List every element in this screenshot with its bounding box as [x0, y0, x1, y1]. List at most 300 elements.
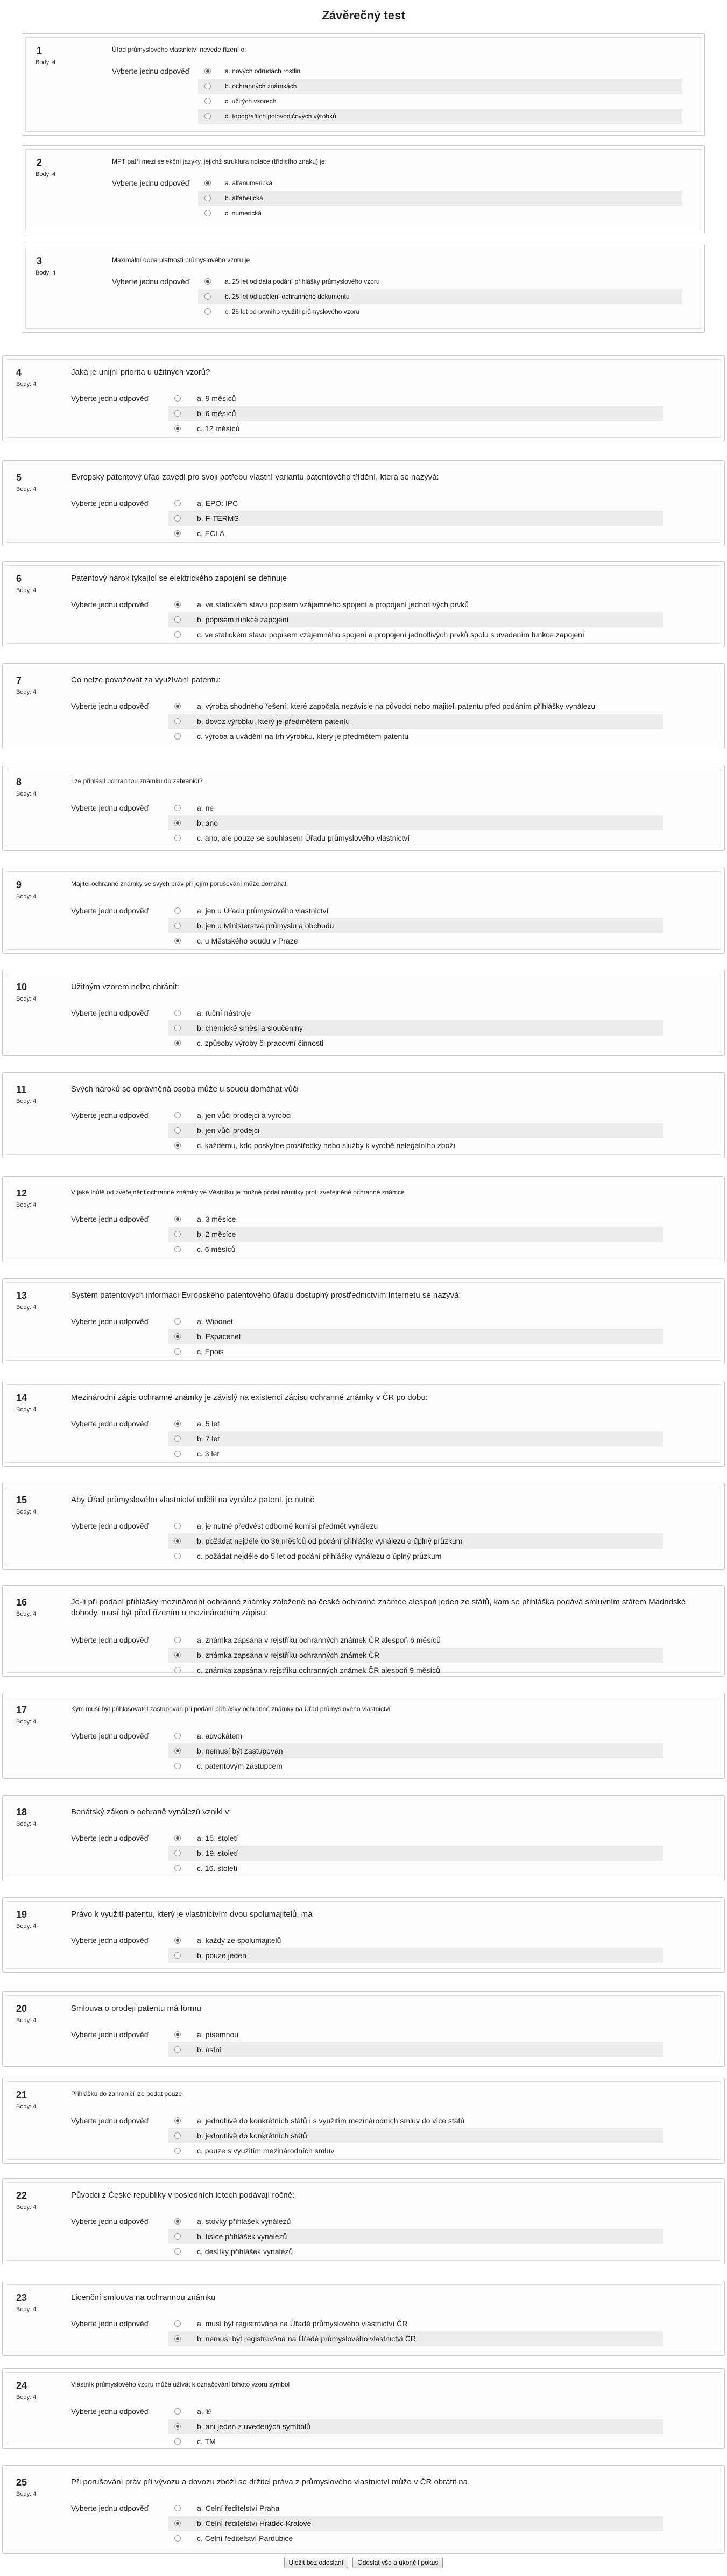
question-points: Body: 4 [16, 1406, 37, 1413]
question-card [2, 2078, 725, 2164]
answer-label: c. 3 let [197, 1449, 220, 1458]
answer-label: c. Epois [197, 1347, 224, 1356]
radio-button[interactable] [174, 2423, 181, 2430]
radio-button[interactable] [174, 1637, 181, 1643]
radio-button[interactable] [174, 1040, 181, 1046]
answer-option[interactable] [168, 1831, 663, 1846]
answer-label: b. ani jeden z uvedených symbolů [197, 2422, 310, 2431]
radio-button[interactable] [174, 616, 181, 623]
answer-label: a. Wiponet [197, 1317, 233, 1326]
answer-option[interactable] [168, 2404, 663, 2419]
radio-button[interactable] [174, 1835, 181, 1841]
radio-button[interactable] [174, 1333, 181, 1340]
radio-button[interactable] [174, 1850, 181, 1856]
radio-button[interactable] [174, 923, 181, 929]
radio-button[interactable] [204, 83, 211, 89]
answer-options [168, 2501, 663, 2546]
answer-option[interactable] [198, 274, 682, 289]
answer-option[interactable] [168, 2143, 663, 2158]
answer-option[interactable] [168, 1518, 663, 1533]
radio-button[interactable] [174, 410, 181, 417]
answer-label: b. nemusí být registrována na Úřadě průmyslového vlastnictví ČR [197, 2334, 416, 2343]
answer-label: b. popisem funkce zapojení [197, 615, 289, 624]
answer-options [168, 496, 663, 541]
radio-button[interactable] [174, 2117, 181, 2124]
question-card [2, 868, 725, 954]
answer-label: c. požádat nejdéle do 5 let od podání přihlášky vynálezu o úplný průzkum [197, 1552, 442, 1560]
radio-button[interactable] [204, 68, 211, 74]
answer-option[interactable] [168, 1314, 663, 1329]
question-number: 23 [16, 2292, 27, 2303]
answer-options [198, 64, 682, 124]
question-number: 10 [16, 982, 27, 993]
answer-label: b. Espacenet [197, 1332, 241, 1341]
answer-label: a. 25 let od data podání přihlášky průmyslového vzoru [225, 278, 380, 285]
radio-button[interactable] [174, 2505, 181, 2511]
answer-option[interactable] [168, 1431, 663, 1446]
answer-option[interactable] [168, 1108, 663, 1123]
question-points: Body: 4 [16, 587, 37, 594]
answer-options [168, 2404, 663, 2449]
radio-button[interactable] [174, 1127, 181, 1134]
answer-prompt: Vyberte jednu odpověď [71, 1419, 149, 1428]
answer-option[interactable] [168, 2229, 663, 2244]
question-number: 1 [37, 45, 43, 56]
question-card [2, 2281, 725, 2356]
answer-option[interactable] [168, 526, 663, 541]
question-points: Body: 4 [16, 381, 37, 388]
answer-prompt: Vyberte jednu odpověď [71, 2407, 149, 2416]
question-text: Majitel ochranné známky se svých práv při jejím porušování může domáhat [71, 880, 287, 888]
answer-option[interactable] [198, 206, 682, 221]
answer-prompt: Vyberte jednu odpověď [112, 179, 190, 187]
answer-options [168, 1728, 663, 1773]
radio-button[interactable] [174, 425, 181, 432]
question-card [2, 663, 725, 749]
question-content [6, 2372, 721, 2445]
answer-option[interactable] [198, 289, 682, 304]
radio-button[interactable] [174, 515, 181, 522]
question-number: 22 [16, 2190, 27, 2201]
question-content [6, 1180, 721, 1258]
question-points: Body: 4 [16, 2017, 37, 2024]
radio-button[interactable] [174, 703, 181, 709]
answer-option[interactable] [168, 800, 663, 815]
answer-label: c. každému, kdo poskytne prostředky nebo služby k výrobě nelegálního zboží [197, 1141, 456, 1150]
answer-option[interactable] [198, 109, 682, 124]
answer-option[interactable] [198, 79, 682, 94]
question-text: Přihlášku do zahraničí lze podat pouze [71, 2090, 182, 2098]
answer-options [168, 2027, 663, 2057]
radio-button[interactable] [174, 1553, 181, 1559]
radio-button[interactable] [174, 1523, 181, 1529]
question-card [22, 244, 705, 333]
answer-option[interactable] [198, 64, 682, 79]
answer-option[interactable] [168, 1020, 663, 1036]
answer-label: b. ochranných známkách [225, 82, 297, 90]
answer-options [168, 1831, 663, 1876]
answer-option[interactable] [168, 1728, 663, 1743]
question-points: Body: 4 [36, 270, 56, 276]
answer-options [168, 1314, 663, 1359]
answer-label: a. je nutné předvést odborné komisi předmět vynálezu [197, 1522, 378, 1530]
answer-label: b. jen u Ministerstva průmyslu a obchodu [197, 921, 334, 930]
answer-label: d. topografiích polovodičových výrobků [225, 112, 336, 120]
answer-option[interactable] [168, 1948, 663, 1963]
answer-option[interactable] [168, 1846, 663, 1861]
answer-option[interactable] [168, 1212, 663, 1227]
radio-button[interactable] [174, 2233, 181, 2240]
radio-button[interactable] [174, 1420, 181, 1427]
radio-button[interactable] [174, 733, 181, 740]
submit-all-button[interactable]: Odeslat vše a ukončit pokus [352, 2557, 443, 2568]
radio-button[interactable] [174, 1865, 181, 1871]
answer-option[interactable] [168, 406, 663, 421]
radio-button[interactable] [174, 1952, 181, 1959]
answer-option[interactable] [168, 729, 663, 744]
question-text: Jaká je unijní priorita u užitných vzorů? [71, 368, 210, 377]
radio-button[interactable] [174, 2248, 181, 2255]
answer-label: c. ECLA [197, 529, 225, 538]
radio-button[interactable] [174, 718, 181, 724]
answer-option[interactable] [168, 918, 663, 933]
answer-label: a. známka zapsána v rejstříku ochranných známek ČR alespoň 6 měsíců [197, 1636, 441, 1644]
radio-button[interactable] [204, 278, 211, 285]
radio-button[interactable] [204, 98, 211, 104]
answer-option[interactable] [168, 627, 663, 642]
answer-prompt: Vyberte jednu odpověď [71, 702, 149, 710]
radio-button[interactable] [174, 1763, 181, 1769]
question-card [2, 561, 725, 647]
radio-button[interactable] [174, 805, 181, 811]
question-text: Při porušování práv při vývozu a dovozu zboží se držitel práva z průmyslového vlastnictví může v ČR obrátit na [71, 2478, 468, 2487]
question-number: 7 [16, 675, 22, 686]
radio-button[interactable] [174, 1348, 181, 1355]
answer-option[interactable] [168, 1533, 663, 1549]
question-number: 5 [16, 472, 22, 483]
radio-button[interactable] [204, 210, 211, 216]
answer-prompt: Vyberte jednu odpověď [71, 1215, 149, 1223]
question-content [6, 1995, 721, 2063]
radio-button[interactable] [174, 500, 181, 506]
radio-button[interactable] [174, 820, 181, 826]
question-text: Patentový nárok týkající se elektrického zapojení se definuje [71, 574, 287, 583]
save-without-submit-button[interactable]: Uložit bez odeslání [284, 2557, 348, 2568]
answer-label: b. dovoz výrobku, který je předmětem patentu [197, 717, 350, 726]
answer-option[interactable] [168, 1416, 663, 1431]
radio-button[interactable] [174, 2408, 181, 2415]
question-content [6, 1799, 721, 1877]
answer-option[interactable] [168, 2434, 663, 2449]
radio-button[interactable] [174, 1246, 181, 1252]
radio-button[interactable] [204, 180, 211, 186]
radio-button[interactable] [174, 835, 181, 841]
answer-option[interactable] [168, 597, 663, 612]
question-text: Evropský patentový úřad zavedl pro svoji potřebu vlastní variantu patentového třídění, která se nazývá: [71, 473, 439, 482]
question-number: 24 [16, 2380, 27, 2391]
answer-option[interactable] [168, 830, 663, 846]
question-points: Body: 4 [16, 1611, 37, 1617]
answer-options [168, 699, 663, 744]
question-content [6, 464, 721, 543]
radio-button[interactable] [174, 2132, 181, 2139]
footer-buttons [0, 2557, 727, 2568]
answer-option[interactable] [198, 94, 682, 109]
radio-button[interactable] [174, 907, 181, 914]
question-number: 19 [16, 1909, 27, 1920]
answer-label: b. tisíce přihlášek vynálezů [197, 2232, 287, 2241]
radio-button[interactable] [174, 2046, 181, 2053]
answer-option[interactable] [168, 1663, 663, 1678]
radio-button[interactable] [174, 1010, 181, 1016]
question-text: Kým musí být přihlašovatel zastupován při podání přihlášky ochranné známky na Úřad průmyslového vlastnictví [71, 1705, 391, 1713]
answer-option[interactable] [168, 2516, 663, 2531]
question-card [2, 355, 725, 441]
answer-option[interactable] [168, 699, 663, 714]
question-text: V jaké lhůtě od zveřejnění ochranné známky ve Věstníku je možné podat námitky proti zveřejněné ochranné známce [71, 1188, 405, 1196]
answer-option[interactable] [168, 391, 663, 406]
answer-label: a. každý ze spolumajitelů [197, 1936, 281, 1945]
answer-option[interactable] [168, 1227, 663, 1242]
radio-button[interactable] [174, 2148, 181, 2154]
answer-label: a. EPO: IPC [197, 499, 238, 508]
question-number: 25 [16, 2477, 27, 2488]
answer-option[interactable] [168, 1758, 663, 1773]
answer-option[interactable] [168, 2027, 663, 2042]
answer-option[interactable] [168, 1123, 663, 1138]
answer-label: c. 12 měsíců [197, 424, 240, 433]
answer-label: c. užitých vzorech [225, 97, 277, 105]
answer-options [168, 800, 663, 846]
question-content [6, 2081, 721, 2160]
answer-option[interactable] [168, 2316, 663, 2331]
question-content [6, 2469, 721, 2550]
answer-option[interactable] [168, 496, 663, 511]
question-text: Právo k využití patentu, který je vlastnictvím dvou spolumajitelů, má [71, 1910, 313, 1919]
answer-label: a. výroba shodného řešení, které započala nezávisle na původci nebo majiteli patentu před podáním přihlášky vynálezu [197, 702, 596, 710]
question-text: Úřad průmyslového vlastnictví nevede řízení o: [112, 46, 246, 53]
radio-button[interactable] [174, 1937, 181, 1944]
radio-button[interactable] [174, 1142, 181, 1149]
question-card [22, 33, 705, 136]
answer-label: b. Celní ředitelství Hradec Králové [197, 2519, 312, 2528]
answer-option[interactable] [168, 2042, 663, 2057]
answer-option[interactable] [168, 2331, 663, 2346]
answer-option[interactable] [168, 612, 663, 627]
question-text: Je-li při podání přihlášky mezinárodní ochranné známky založené na české ochranné známce alespoň jeden ze států, kam se přihláška podává smluvním státem Madridské dohody, musí být před řízením o mezinárodním zápisu: [71, 1597, 686, 1618]
question-points: Body: 4 [16, 996, 37, 1002]
question-card [2, 1991, 725, 2067]
answer-label: c. známka zapsána v rejstříku ochranných známek ČR alespoň 9 měsíců [197, 1666, 441, 1674]
question-card [2, 1897, 725, 1973]
answer-option[interactable] [168, 1632, 663, 1648]
radio-button[interactable] [174, 1667, 181, 1673]
answer-label: b. požádat nejdéle do 36 měsíců od podání přihlášky vynálezu o úplný průzkum [197, 1537, 463, 1545]
answer-option[interactable] [168, 815, 663, 830]
radio-button[interactable] [174, 2335, 181, 2342]
radio-button[interactable] [174, 601, 181, 608]
radio-button[interactable] [174, 2218, 181, 2225]
answer-label: a. 9 měsíců [197, 394, 236, 403]
question-text: Vlastník průmyslového vzoru může užívat k označování tohoto vzoru symbol [71, 2381, 290, 2388]
answer-option[interactable] [168, 1344, 663, 1359]
answer-option[interactable] [168, 1138, 663, 1153]
answer-options [168, 1632, 663, 1678]
answer-prompt: Vyberte jednu odpověď [71, 1636, 149, 1644]
radio-button[interactable] [174, 1733, 181, 1739]
answer-label: a. 5 let [197, 1419, 220, 1428]
answer-option[interactable] [168, 1005, 663, 1020]
question-points: Body: 4 [16, 486, 37, 492]
radio-button[interactable] [174, 1318, 181, 1325]
answer-option[interactable] [168, 2531, 663, 2546]
question-card [2, 1585, 725, 1677]
answer-prompt: Vyberte jednu odpověď [71, 1009, 149, 1017]
answer-option[interactable] [168, 2419, 663, 2434]
answer-label: b. 7 let [197, 1434, 220, 1443]
radio-button[interactable] [204, 195, 211, 201]
question-text: Maximální doba platnosti průmyslového vzoru je [112, 256, 250, 264]
answer-label: a. jen vůči prodejci a výrobci [197, 1111, 292, 1120]
answer-option[interactable] [198, 175, 682, 191]
answer-prompt: Vyberte jednu odpověď [71, 2319, 149, 2328]
radio-button[interactable] [174, 631, 181, 638]
answer-label: b. nemusí být zastupován [197, 1747, 283, 1755]
question-content [6, 974, 721, 1052]
radio-button[interactable] [174, 1025, 181, 1031]
radio-button[interactable] [174, 2320, 181, 2327]
radio-button[interactable] [174, 395, 181, 402]
answer-option[interactable] [168, 903, 663, 918]
question-content [6, 667, 721, 745]
answer-option[interactable] [168, 1242, 663, 1257]
answer-options [168, 2113, 663, 2158]
answer-label: a. musí být registrována na Úřadě průmyslového vlastnictví ČR [197, 2319, 408, 2328]
answer-option[interactable] [168, 1329, 663, 1344]
question-content [6, 1901, 721, 1969]
question-number: 17 [16, 1705, 27, 1715]
answer-option[interactable] [168, 2244, 663, 2259]
answer-options [168, 597, 663, 642]
answer-prompt: Vyberte jednu odpověď [71, 2116, 149, 2125]
question-card [2, 1072, 725, 1158]
answer-prompt: Vyberte jednu odpověď [71, 1317, 149, 1326]
answer-option[interactable] [168, 1861, 663, 1876]
radio-button[interactable] [174, 1451, 181, 1457]
radio-button[interactable] [174, 2535, 181, 2542]
answer-option[interactable] [168, 1549, 663, 1564]
answer-option[interactable] [168, 933, 663, 948]
question-text: Smlouva o prodeji patentu má formu [71, 2004, 201, 2013]
radio-button[interactable] [174, 2520, 181, 2526]
question-points: Body: 4 [16, 1923, 37, 1930]
radio-button[interactable] [204, 113, 211, 119]
question-content [6, 359, 721, 438]
answer-prompt: Vyberte jednu odpověď [71, 1111, 149, 1120]
answer-prompt: Vyberte jednu odpověď [71, 2504, 149, 2512]
answer-option[interactable] [198, 304, 682, 319]
question-points: Body: 4 [16, 791, 37, 797]
question-content [6, 1487, 721, 1566]
question-content [6, 871, 721, 950]
radio-button[interactable] [204, 293, 211, 300]
radio-button[interactable] [174, 2031, 181, 2038]
answer-option[interactable] [198, 191, 682, 206]
question-content [6, 565, 721, 644]
question-text: Užitným vzorem nelze chránit: [71, 982, 179, 991]
answer-label: c. Celní ředitelství Pardubice [197, 2534, 293, 2543]
answer-option[interactable] [168, 1036, 663, 1051]
radio-button[interactable] [174, 1112, 181, 1118]
radio-button[interactable] [174, 530, 181, 537]
answer-options [168, 2316, 663, 2346]
answer-options [168, 1416, 663, 1461]
question-points: Body: 4 [16, 1098, 37, 1104]
radio-button[interactable] [174, 1216, 181, 1222]
answer-label: b. jednotlivě do konkrétních států [197, 2131, 307, 2140]
answer-label: b. 19. století [197, 1849, 238, 1857]
answer-option[interactable] [168, 1446, 663, 1461]
radio-button[interactable] [204, 308, 211, 315]
answer-option[interactable] [168, 2128, 663, 2143]
radio-button[interactable] [174, 938, 181, 944]
question-points: Body: 4 [16, 689, 37, 695]
answer-option[interactable] [168, 2214, 663, 2229]
question-points: Body: 4 [16, 2103, 37, 2110]
answer-options [168, 1212, 663, 1257]
radio-button[interactable] [174, 1231, 181, 1237]
answer-label: b. jen vůči prodejci [197, 1126, 259, 1135]
answer-label: c. numerická [225, 209, 262, 217]
answer-option[interactable] [168, 421, 663, 436]
question-card [2, 1176, 725, 1262]
answer-prompt: Vyberte jednu odpověď [71, 804, 149, 812]
question-card [22, 145, 705, 234]
question-card [2, 1795, 725, 1881]
answer-option[interactable] [168, 2501, 663, 2516]
question-points: Body: 4 [16, 1821, 37, 1827]
radio-button[interactable] [174, 2438, 181, 2445]
answer-option[interactable] [168, 511, 663, 526]
answer-prompt: Vyberte jednu odpověď [71, 2217, 149, 2226]
answer-label: a. ne [197, 804, 214, 812]
question-points: Body: 4 [16, 1719, 37, 1725]
question-points: Body: 4 [16, 1202, 37, 1208]
question-card [2, 2178, 725, 2264]
question-points: Body: 4 [16, 2306, 37, 2313]
radio-button[interactable] [174, 1538, 181, 1544]
question-content [25, 248, 701, 329]
answer-option[interactable] [168, 1648, 663, 1663]
radio-button[interactable] [174, 1652, 181, 1658]
answer-label: a. ve statickém stavu popisem vzájemného spojení a propojení jednotlivých prvků [197, 600, 469, 609]
answer-label: c. desítky přihlášek vynálezů [197, 2247, 293, 2256]
question-number: 3 [37, 256, 43, 266]
answer-option[interactable] [168, 1743, 663, 1758]
answer-prompt: Vyberte jednu odpověď [71, 394, 149, 403]
answer-options [198, 175, 682, 221]
answer-label: a. ® [197, 2407, 211, 2416]
answer-label: a. Celní ředitelství Praha [197, 2504, 280, 2512]
question-points: Body: 4 [16, 1304, 37, 1311]
question-number: 6 [16, 573, 22, 584]
answer-option[interactable] [168, 714, 663, 729]
radio-button[interactable] [174, 1435, 181, 1442]
answer-option[interactable] [168, 2113, 663, 2128]
question-card [2, 2368, 725, 2449]
radio-button[interactable] [174, 1748, 181, 1754]
answer-option[interactable] [168, 1933, 663, 1948]
